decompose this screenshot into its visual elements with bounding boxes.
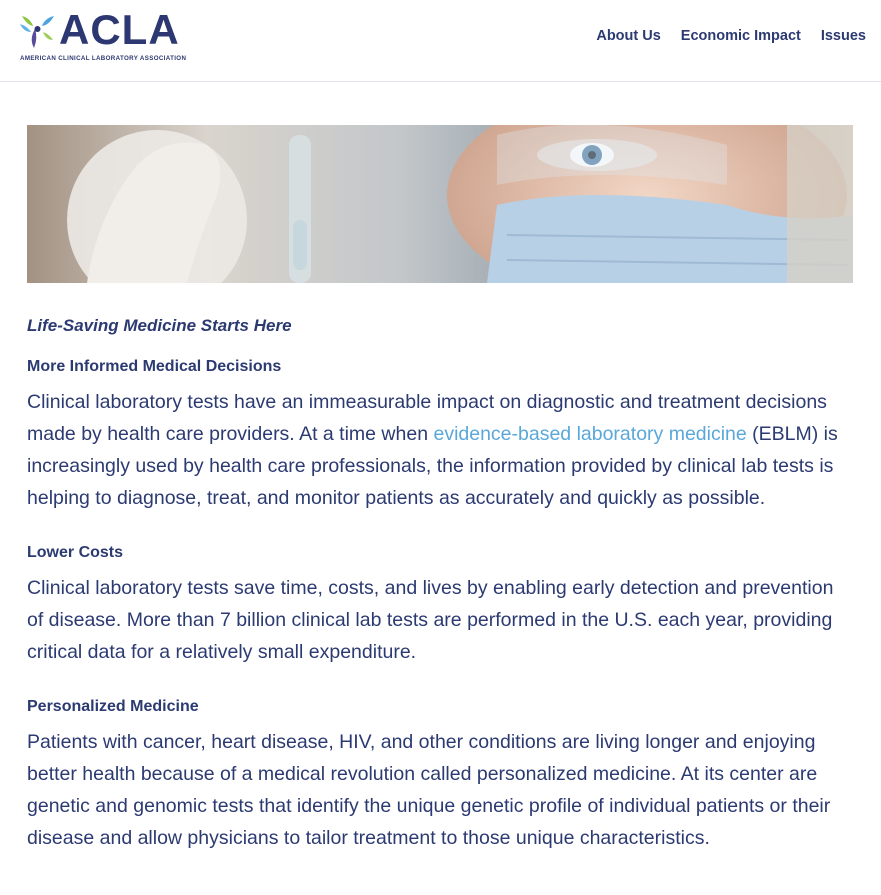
section-heading-personalized: Personalized Medicine <box>27 698 199 715</box>
lab-scientist-photo-icon <box>27 125 853 283</box>
nav-about-us[interactable]: About Us <box>596 28 661 44</box>
main-content <box>27 316 855 884</box>
main-nav <box>596 28 866 44</box>
page-tagline: Life-Saving Medicine Starts Here <box>27 316 292 335</box>
nav-issues[interactable]: Issues <box>820 28 866 44</box>
site-header <box>0 0 881 82</box>
decisions-text-start: Clinical laboratory tests have an immeasurable impact on diagnostic and treatment decisions made by health care providers. At a time when <box>27 391 827 445</box>
eblm-link[interactable]: evidence-based laboratory medicine <box>433 423 747 445</box>
section-text-personalized: Patients with cancer, heart disease, HIV, and other conditions are living longer and enjoying better health because of a medical revolution called personalized medicine. At its center are genetic and genomic tests that identify the unique genetic profile of individual patients or their disease and allow physicians to tailor treatment to those unique characteristics. <box>27 731 831 849</box>
hero-image <box>27 125 853 283</box>
section-heading-decisions: More Informed Medical Decisions <box>27 358 282 375</box>
logo-wordmark: ACLA <box>59 6 180 53</box>
section-text-costs: Clinical laboratory tests save time, costs, and lives by enabling early detection and prevention of disease. More than 7 billion clinical lab tests are performed in the U.S. each year, providing critical data for a relatively small expenditure. <box>27 577 834 663</box>
logo-tagline: AMERICAN CLINICAL LABORATORY ASSOCIATION <box>20 55 187 62</box>
decisions-text-end: (EBLM) is increasingly used by health care professionals, the information provided by clinical lab tests is helping to diagnose, treat, and monitor patients as accurately and quickly as possible. <box>27 423 838 509</box>
nav-economic-impact[interactable]: Economic Impact <box>680 28 801 44</box>
section-heading-costs: Lower Costs <box>27 544 124 561</box>
acla-logo-mark-icon <box>18 12 58 50</box>
acla-logo[interactable] <box>18 6 194 66</box>
section-text-decisions <box>27 386 855 514</box>
